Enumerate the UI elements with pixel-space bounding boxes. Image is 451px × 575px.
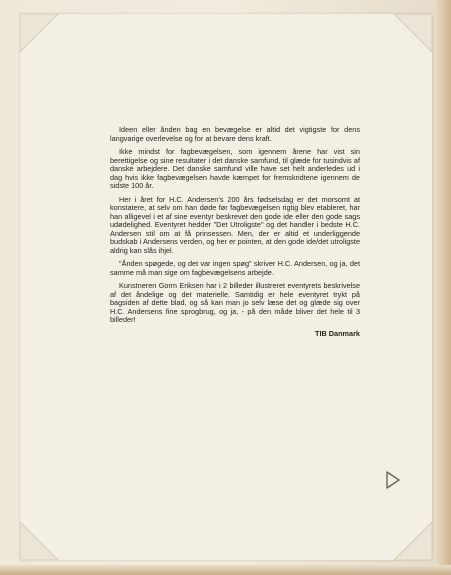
folder-edge-bottom bbox=[0, 565, 451, 575]
document-sheet bbox=[20, 14, 432, 560]
body-text bbox=[110, 126, 360, 338]
photo-corner-icon bbox=[392, 14, 432, 54]
photo-corner-icon bbox=[20, 14, 60, 54]
folder-edge-right bbox=[435, 0, 451, 575]
paragraph: Her i året for H.C. Andersen's 200 års fødselsdag er det morsomt at konstatere, at selv om han døde før fagbevægelsen rigtig blev etableret, har han alligevel i et af sine eventyr beskrevet den gode ide eller den gode sags udødelighed. Eventyret hedder "Det Utroligste" og det handler i bedste H.C. Andersen stil om at få prinsessen. Men, der er altid et underliggende budskab i Andersens verden, og her er pointen, at den gode ide/det utroligste aldrig kan slås ihjel. bbox=[110, 194, 360, 255]
paragraph: Ideen eller ånden bag en bevægelse er altid det vigtigste for dens langvarige overlevelse og for at bevare dens kraft. bbox=[110, 125, 360, 143]
paragraph: "Ånden spøgede, og det var ingen spøg" skriver H.C. Andersen, og ja, det samme må man sige om fagbevægelsens arbejde. bbox=[110, 259, 360, 277]
photo-corner-icon bbox=[20, 520, 60, 560]
paragraph: Ikke mindst for fagbevægelsen, som igennem årene har vist sin berettigelse og sine resultater i det danske samfund, til glæde for tusindvis af danske arbejdere. Det danske samfund ville have set helt anderledes ud i dag hvis ikke fagbevægelsen havde kæmpet for fremskridtene igennem de sidste 100 år. bbox=[110, 147, 360, 190]
play-triangle-icon[interactable] bbox=[385, 470, 401, 490]
signature: TIB Danmark bbox=[314, 328, 360, 338]
photo-corner-icon bbox=[392, 520, 432, 560]
paragraph: Kunstneren Gorm Eriksen har i 2 billeder illustreret eventyrets beskrivelse af det åndelige og det materielle. Samtidig er hele eventyret trykt på bagsiden af dette blad, og så kan man jo selv læse det og glæde sig over H.C. Andersens fine sprogbrug, og ja, - på den måde bliver det hele til 3 billeder! bbox=[110, 281, 360, 324]
